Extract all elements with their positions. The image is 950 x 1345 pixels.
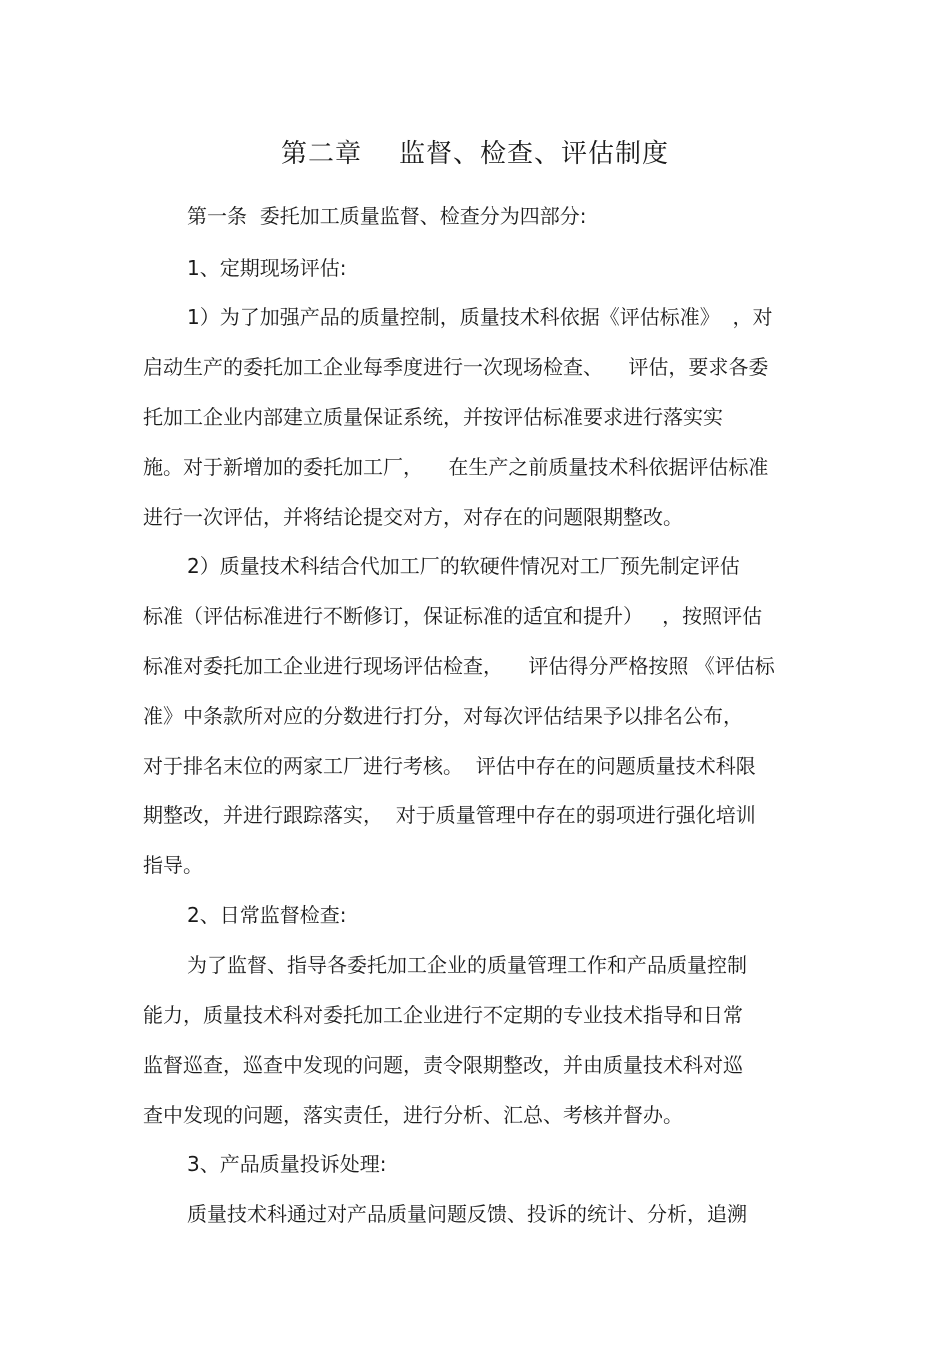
paragraph-line: 准》中条款所对应的分数进行打分，对每次评估结果予以排名公布，: [143, 704, 743, 728]
paragraph-line: 能力，质量技术科对委托加工企业进行不定期的专业技术指导和日常: [143, 1003, 743, 1027]
paragraph-line: 托加工企业内部建立质量保证系统，并按评估标准要求进行落实实: [143, 405, 723, 429]
paragraph-line: 1）为了加强产品的质量控制，质量技术科依据《评估标准》 ，对: [187, 305, 773, 329]
paragraph-line: 查中发现的问题，落实责任，进行分析、汇总、考核并督办。: [143, 1103, 683, 1127]
paragraph-line: 启动生产的委托加工企业每季度进行一次现场检查、 评估，要求各委: [143, 355, 769, 379]
paragraph-line: 监督巡查，巡查中发现的问题，责令限期整改，并由质量技术科对巡: [143, 1053, 743, 1077]
paragraph-line: 进行一次评估，并将结论提交对方，对存在的问题限期整改。: [143, 505, 683, 529]
paragraph-line: 期整改，并进行跟踪落实， 对于质量管理中存在的弱项进行强化培训: [143, 803, 756, 827]
paragraph-line: 标准对委托加工企业进行现场评估检查， 评估得分严格按照 《评估标: [143, 654, 775, 678]
paragraph-line: 1、定期现场评估:: [187, 256, 347, 280]
paragraph-line: 2）质量技术科结合代加工厂的软硬件情况对工厂预先制定评估: [187, 554, 740, 578]
paragraph-line: 对于排名末位的两家工厂进行考核。 评估中存在的问题质量技术科限: [143, 754, 756, 778]
chapter-title: 第二章 监督、检查、评估制度: [280, 139, 670, 169]
paragraph-line: 第一条 委托加工质量监督、检查分为四部分:: [187, 204, 587, 228]
paragraph-line: 3、产品质量投诉处理:: [187, 1152, 387, 1176]
paragraph-line: 施。对于新增加的委托加工厂， 在生产之前质量技术科依据评估标准: [143, 455, 769, 479]
paragraph-line: 2、日常监督检查:: [187, 903, 347, 927]
paragraph-line: 标准（评估标准进行不断修订，保证标准的适宜和提升） ，按照评估: [143, 604, 763, 628]
paragraph-line: 为了监督、指导各委托加工企业的质量管理工作和产品质量控制: [187, 953, 747, 977]
paragraph-line: 指导。: [143, 853, 203, 877]
paragraph-line: 质量技术科通过对产品质量问题反馈、投诉的统计、分析，追溯: [187, 1202, 747, 1226]
